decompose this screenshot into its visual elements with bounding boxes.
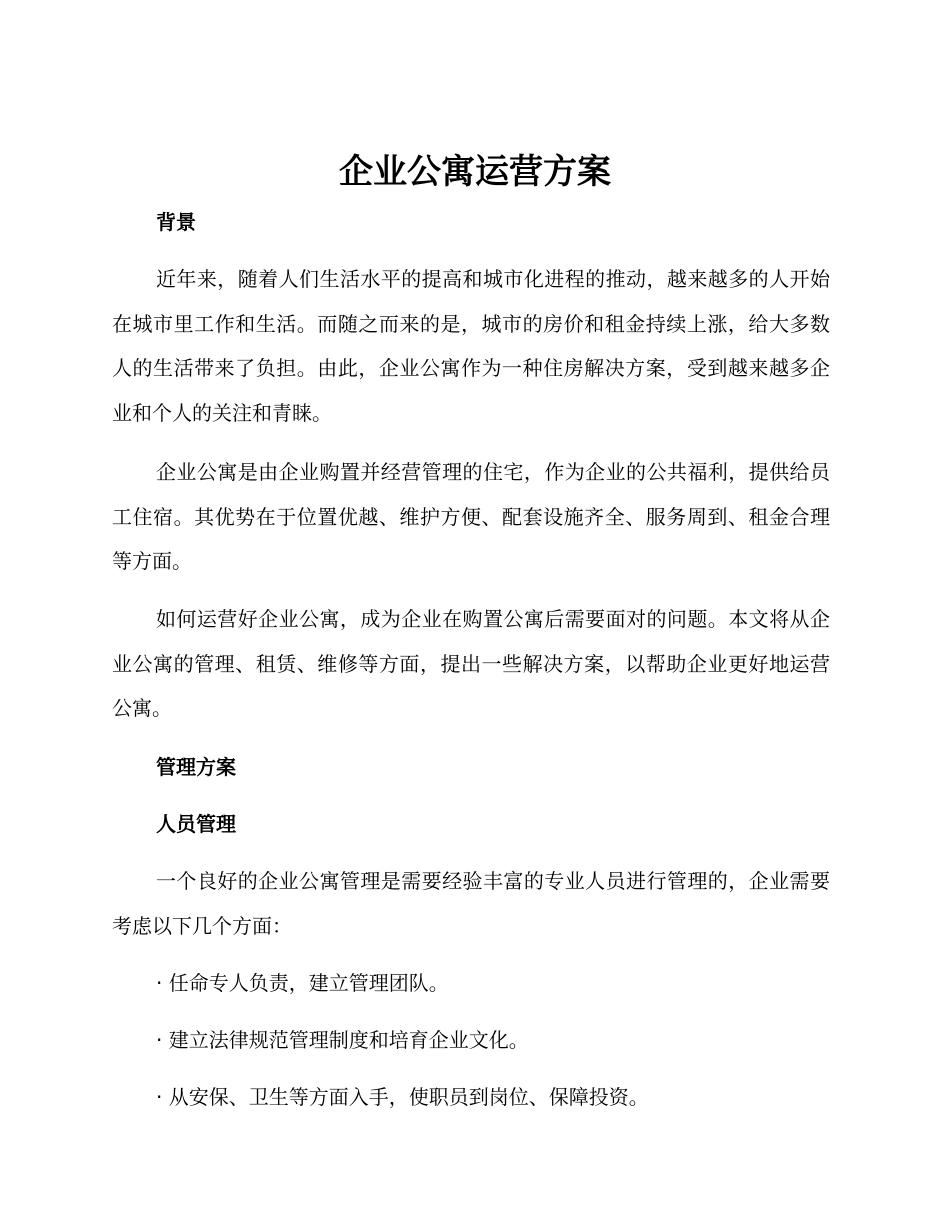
subsection-heading-staff: 人员管理 <box>156 812 236 836</box>
list-item: · 建立法律规范管理制度和培育企业文化。 <box>156 1028 529 1052</box>
paragraph-background-1: 近年来，随着人们生活水平的提高和城市化进程的推动，越来越多的人开始在城市里工作和生活。而随之而来的是，城市的房价和租金持续上涨，给大多数人的生活带来了负担。由此，企业公寓作为一种住房解决方案，受到越来越多企业和个人的关注和青睐。 <box>112 267 830 425</box>
list-item: · 从安保、卫生等方面入手，使职员到岗位、保障投资。 <box>156 1085 649 1109</box>
section-heading-management: 管理方案 <box>156 755 236 779</box>
document-title: 企业公寓运营方案 <box>339 152 611 192</box>
paragraph-staff-1: 一个良好的企业公寓管理是需要经验丰富的专业人员进行管理的，企业需要考虑以下几个方面： <box>112 869 830 938</box>
section-heading-background: 背景 <box>156 210 196 234</box>
list-item: · 任命专人负责，建立管理团队。 <box>156 971 449 995</box>
paragraph-background-3: 如何运营好企业公寓，成为企业在购置公寓后需要面对的问题。本文将从企业公寓的管理、租赁、维修等方面，提出一些解决方案，以帮助企业更好地运营公寓。 <box>112 607 830 720</box>
paragraph-background-2: 企业公寓是由企业购置并经营管理的住宅，作为企业的公共福利，提供给员工住宿。其优势在于位置优越、维护方便、配套设施齐全、服务周到、租金合理等方面。 <box>112 460 830 573</box>
